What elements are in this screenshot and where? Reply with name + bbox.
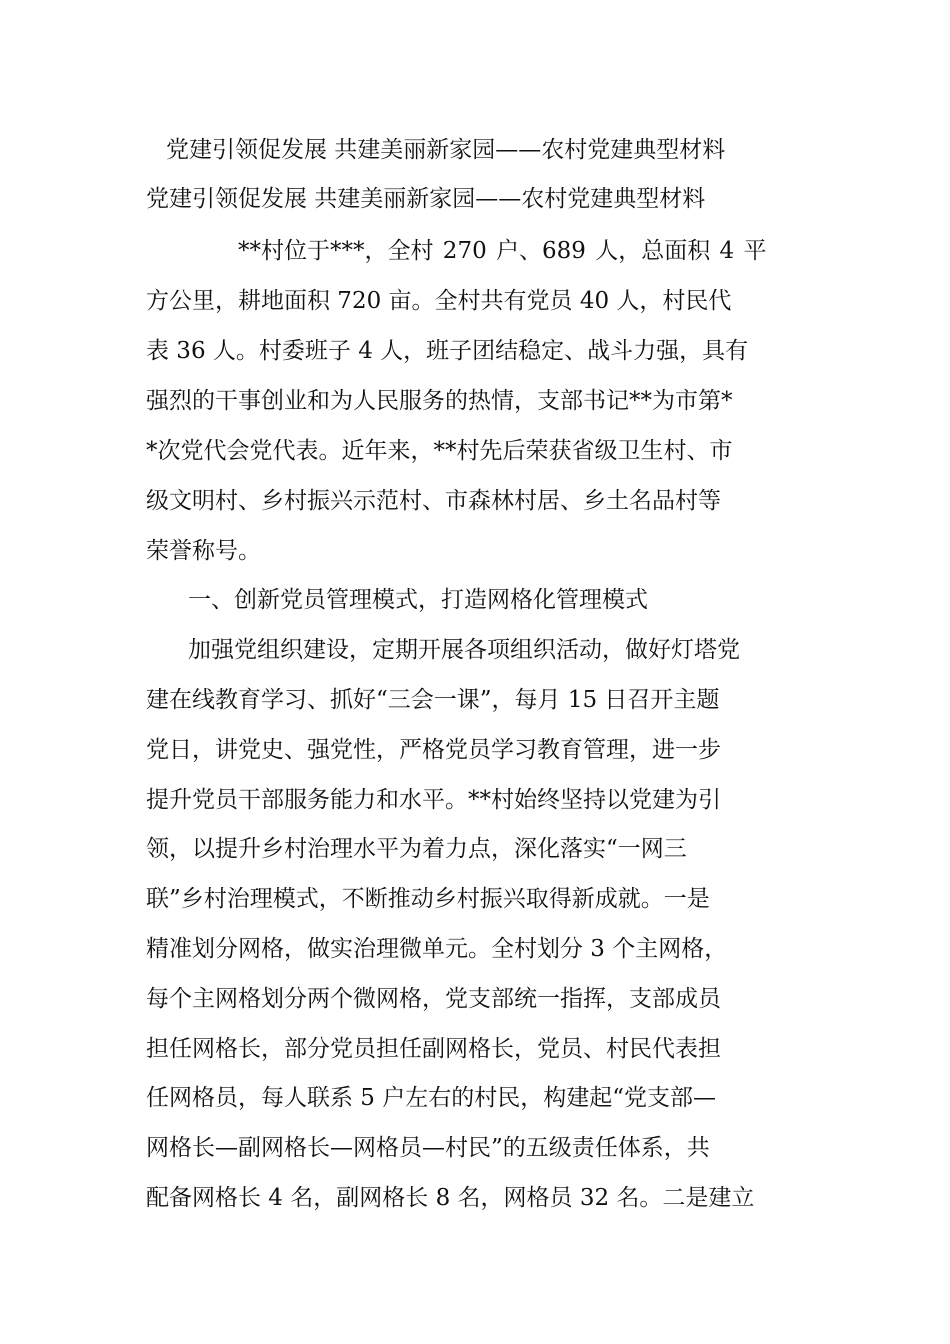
paragraph-line: 荣誉称号。	[146, 538, 261, 564]
document-subtitle: 党建引领促发展 共建美丽新家园——农村党建典型材料	[146, 186, 706, 212]
document-title: 党建引领促发展 共建美丽新家园——农村党建典型材料	[166, 137, 726, 163]
paragraph-line: 加强党组织建设，定期开展各项组织活动，做好灯塔党	[188, 637, 740, 663]
paragraph-line: *次党代会党代表。近年来，**村先后荣获省级卫生村、市	[146, 438, 733, 464]
paragraph-line: 精准划分网格，做实治理微单元。全村划分 3 个主网格，	[146, 936, 728, 962]
paragraph-line: **村位于***，全村 270 户、689 人，总面积 4 平	[238, 238, 767, 264]
paragraph-line: 担任网格长，部分党员担任副网格长，党员、村民代表担	[146, 1036, 721, 1062]
paragraph-line: 强烈的干事创业和为人民服务的热情，支部书记**为市第*	[146, 388, 733, 414]
paragraph-line: 配备网格长 4 名，副网格长 8 名，网格员 32 名。二是建立	[146, 1185, 755, 1211]
section-heading: 一、创新党员管理模式，打造网格化管理模式	[188, 587, 648, 613]
paragraph-line: 网格长—副网格长—网格员—村民”的五级责任体系，共	[146, 1135, 710, 1161]
paragraph-line: 联”乡村治理模式，不断推动乡村振兴取得新成就。一是	[146, 886, 710, 912]
paragraph-line: 方公里，耕地面积 720 亩。全村共有党员 40 人，村民代	[146, 288, 732, 314]
paragraph-line: 提升党员干部服务能力和水平。**村始终坚持以党建为引	[146, 787, 721, 813]
paragraph-line: 级文明村、乡村振兴示范村、市森林村居、乡土名品村等	[146, 488, 721, 514]
paragraph-line: 领，以提升乡村治理水平为着力点，深化落实“一网三	[146, 836, 687, 862]
paragraph-line: 表 36 人。村委班子 4 人，班子团结稳定、战斗力强，具有	[146, 338, 749, 364]
paragraph-line: 建在线教育学习、抓好“三会一课”，每月 15 日召开主题	[146, 687, 720, 713]
paragraph-line: 每个主网格划分两个微网格，党支部统一指挥，支部成员	[146, 986, 721, 1012]
paragraph-line: 任网格员，每人联系 5 户左右的村民，构建起“党支部—	[146, 1085, 717, 1111]
paragraph-line: 党日，讲党史、强党性，严格党员学习教育管理，进一步	[146, 737, 721, 763]
